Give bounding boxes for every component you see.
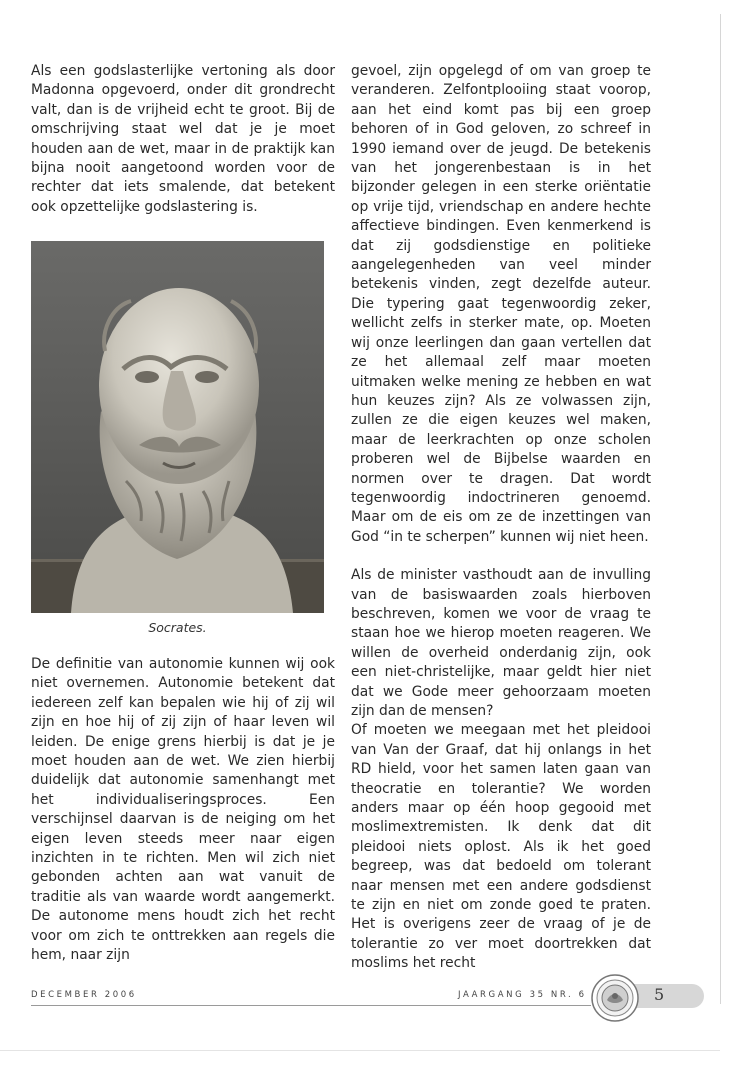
socrates-photo <box>31 241 324 613</box>
footer-rule <box>31 1005 591 1006</box>
right-column <box>351 62 651 974</box>
page-edge-line <box>720 14 721 1004</box>
paragraph-autonomie: De definitie van autonomie kunnen wij ook niet overnemen. Autonomie betekent dat iedereen zelf kan bepalen wie hij of zij wil zijn en hoe hij of zij zijn of haar leven wil leiden. De enige grens hierbij is dat je je moet houden aan de wet. We zien hierbij duidelijk dat autonomie samenhangt met het individualiseringsproces. Een verschijnsel daarvan is de neiging om het eigen leven steeds meer naar eigen inzichten in te richten. Men wil zich niet gebonden achten aan wat vanuit de traditie als van waarde wordt aangemerkt. De autonome mens houdt zich het recht voor om zich te onttrekken aan regels die hem, naar zijn <box>31 656 335 964</box>
bottom-edge-rule <box>0 1050 720 1051</box>
paragraph-left-top: Als een godslasterlijke vertoning als door Madonna opgevoerd, onder dit grondrecht valt, dan is de vrijheid echt te groot. Bij de omschrijving staat wel dat je je moet houden aan de wet, maar in de praktijk kan bijna nooit aangetoond worden voor de rechter dat iets smalende, dat betekent ook opzettelijke godslastering is. <box>31 63 335 215</box>
photo-caption: Socrates. <box>148 620 207 635</box>
seal-icon <box>591 974 639 1022</box>
paragraph-right-2: Als de minister vasthoudt aan de invulling van de basiswaarden zoals hierboven beschreven, komen we voor de vraag te staan hoe we hierop moeten reageren. We willen de overheid onderdanig zijn, ook een niet-christelijke, maar geldt hier niet dat we Gode meer gehoorzaam moeten zijn dan de mensen? <box>351 567 651 719</box>
paragraph-right-1: gevoel, zijn opgelegd of om van groep te veranderen. Zelfontplooiing staat voorop, aan het eind komt pas bij een groep behoren of in God geloven, zo schreef in 1990 iemand over de jeugd. De betekenis van het jongerenbestaan is in het bijzonder gelegen in een sterke oriëntatie op vrije tijd, vriendschap en andere hechte affectieve bindingen. Even kenmerkend is dat zij godsdienstige en politieke aangelegenheden van veel minder betekenis vinden, zegt dezelfde auteur. Die typering gaat tegenwoordig zeker, wellicht zelfs in sterker mate, op. Moeten wij onze leerlingen dan gaan vertellen dat ze het allemaal zelf maar moeten uitmaken welke mening ze hebben en wat hun keuzes zijn? Als ze volwassen zijn, zullen ze die eigen keuzes wel maken, maar de leerkrachten op onze scholen proberen wel de Bijbelse waarden en normen over te dragen. Dat wordt tegenwoordig indoctrineren genoemd. Maar om de eis om ze de inzettingen van God “in te scherpen” kunnen wij niet heen. <box>351 63 651 545</box>
paragraph-gap <box>351 547 651 566</box>
footer-date: DECEMBER 2006 <box>31 990 137 1000</box>
footer-volume: JAARGANG 35 NR. 6 <box>458 990 587 1000</box>
paragraph-right-3: Of moeten we meegaan met het pleidooi van Van der Graaf, dat hij onlangs in het RD hield, voor het samen laten gaan van theocratie en tolerantie? We worden anders maar op één hoop gegooid met moslimextremisten. Ik denk dat dit pleidooi niets oplost. Als ik het goed begreep, was dat bedoeld om tolerant naar mensen met een andere godsdienst te zijn en niet om zonde goed te praten. Het is overigens zeer de vraag of je de tolerantie zo ver moet doortrekken dat moslims het recht <box>351 722 651 972</box>
left-column-bottom <box>31 655 335 966</box>
page-number: 5 <box>654 985 665 1004</box>
page-number-tab <box>632 984 704 1008</box>
left-column <box>31 62 335 217</box>
